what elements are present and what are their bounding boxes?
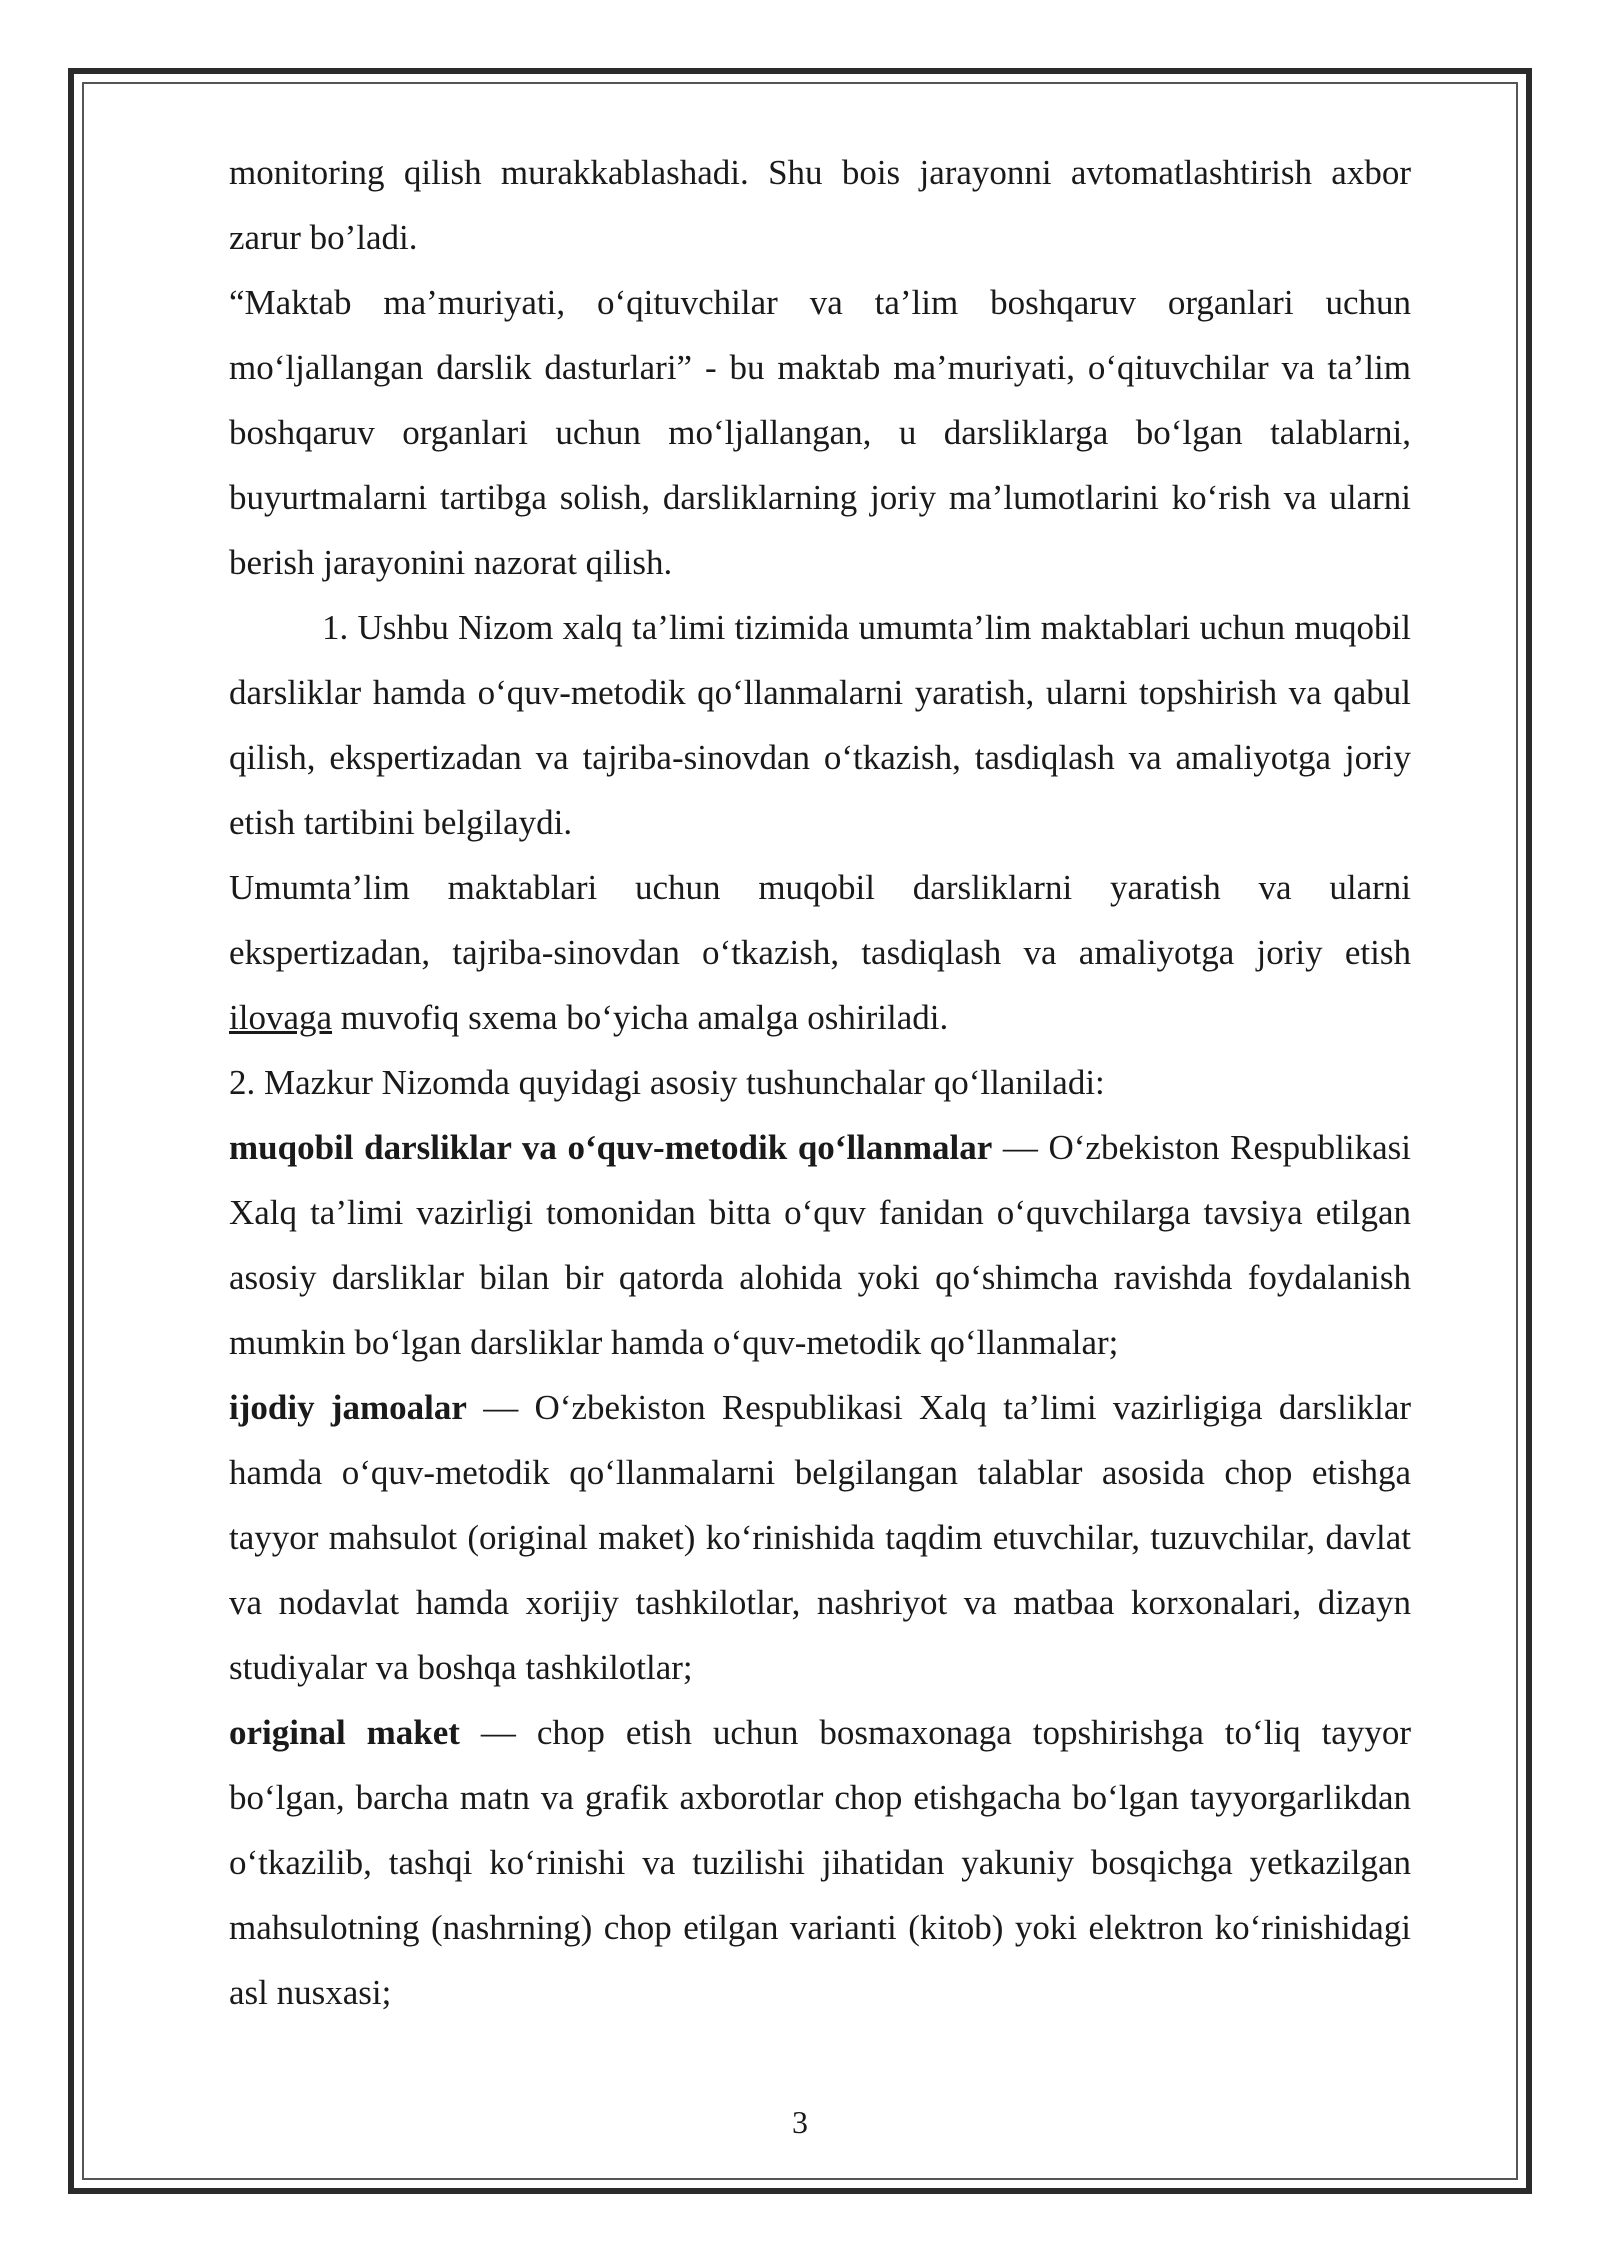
ilovaga-link[interactable]: ilovaga <box>229 998 333 1037</box>
definition-term: muqobil darsliklar va o‘quv-metodik qo‘llanmalar <box>229 1128 993 1167</box>
definition-text: — O‘zbekiston Respublikasi Xalq ta’limi vazirligi tomonidan bitta o‘quv fanidan o‘quvchilarga tavsiya etilgan asosiy darsliklar bilan bir qatorda alohida yoki qo‘shimcha ravishda foydalanish mumkin bo‘lgan darsliklar hamda o‘quv-metodik qo‘llanmalar; <box>229 1128 1411 1362</box>
definition-text: — O‘zbekiston Respublikasi Xalq ta’limi vazirligiga darsliklar hamda o‘quv-metodik qo‘llanmalarni belgilangan talablar asosida chop etishga tayyor mahsulot (original maket) ko‘rinishida taqdim etuvchilar, tuzuvchilar, davlat va nodavlat hamda xorijiy tashkilotlar, nashriyot va matbaa korxonalari, dizayn studiyalar va boshqa tashkilotlar; <box>229 1388 1412 1687</box>
paragraph-text: muvofiq sxema bo‘yicha amalga oshiriladi. <box>332 998 949 1037</box>
paragraph-text: monitoring qilish murakkablashadi. Shu bois jarayonni avtomatlashtirish axbor zarur bo’ladi. <box>229 153 1411 257</box>
definition-term: original maket <box>229 1713 460 1752</box>
paragraph-darslik-dasturlari <box>229 270 1411 595</box>
document-body <box>229 140 1411 2025</box>
paragraph-text: 1. Ushbu Nizom xalq ta’limi tizimida umumta’lim maktablari uchun muqobil darsliklar hamda o‘quv-metodik qo‘llanmalarni yaratish, ularni topshirish va qabul qilish, ekspertizadan va tajriba-sinovdan o‘tkazish, tasdiqlash va amaliyotga joriy etish tartibini belgilaydi. <box>229 608 1411 842</box>
page-number: 3 <box>792 2104 808 2140</box>
definition-original-maket <box>229 1700 1411 2025</box>
paragraph-text: “Maktab ma’muriyati, o‘qituvchilar va ta’lim boshqaruv organlari uchun mo‘ljallangan darslik dasturlari” - bu maktab ma’muriyati, o‘qituvchilar va ta’lim boshqaruv organlari uchun mo‘ljallangan, u darsliklarga bo‘lgan talablarni, buyurtmalarni tartibga solish, darsliklarning joriy ma’lumotlarini ko‘rish va ularni berish jarayonini nazorat qilish. <box>229 283 1411 582</box>
paragraph-umumtalim <box>229 855 1411 1050</box>
definition-ijodiy-jamoalar <box>229 1375 1411 1700</box>
paragraph-nizom-1 <box>229 595 1411 855</box>
definition-muqobil-darsliklar <box>229 1115 1411 1375</box>
definition-text: — chop etish uchun bosmaxonaga topshirishga to‘liq tayyor bo‘lgan, barcha matn va grafik axborotlar chop etishgacha bo‘lgan tayyorgarlikdan o‘tkazilib, tashqi ko‘rinishi va tuzilishi jihatidan yakuniy bosqichga yetkazilgan mahsulotning (nashrning) chop etilgan varianti (kitob) yoki elektron ko‘rinishidagi asl nusxasi; <box>229 1713 1412 2012</box>
paragraph-monitoring <box>229 140 1411 270</box>
paragraph-nizom-2 <box>229 1050 1411 1115</box>
paragraph-text: Umumta’lim maktablari uchun muqobil darsliklarni yaratish va ularni ekspertizadan, tajriba-sinovdan o‘tkazish, tasdiqlash va amaliyotga joriy etish <box>229 868 1411 972</box>
definition-term: ijodiy jamoalar <box>229 1388 467 1427</box>
paragraph-text: 2. Mazkur Nizomda quyidagi asosiy tushunchalar qo‘llaniladi: <box>229 1063 1105 1102</box>
